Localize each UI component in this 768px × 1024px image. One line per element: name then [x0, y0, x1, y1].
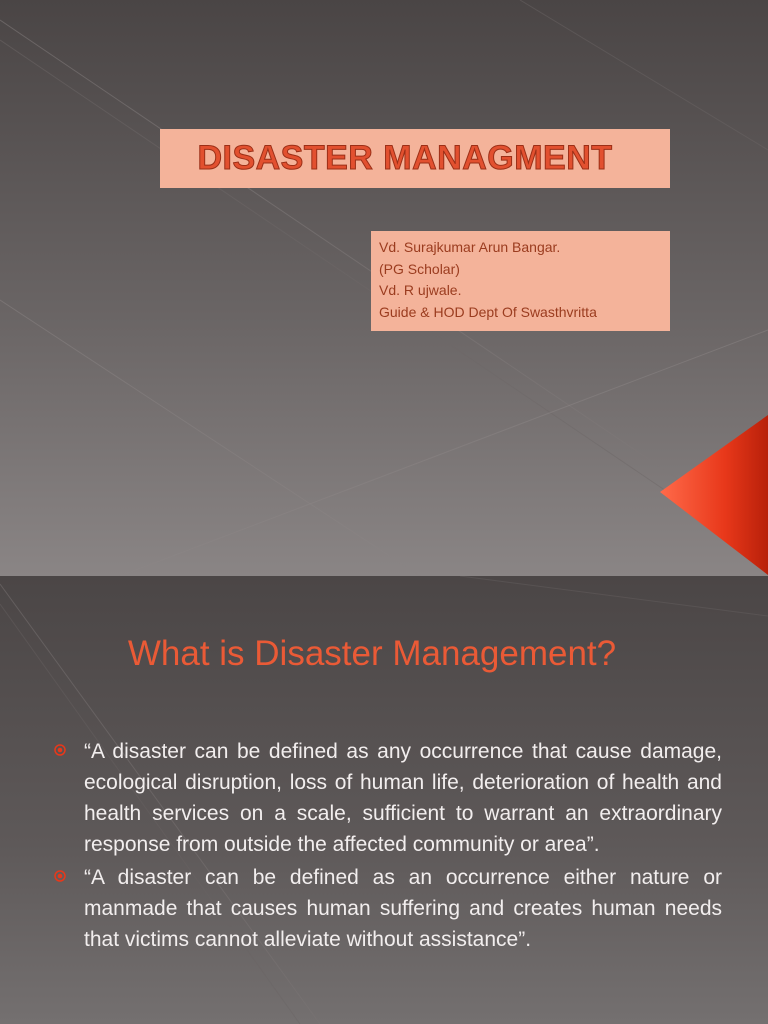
content-slide — [0, 576, 768, 1024]
author-box — [371, 231, 670, 331]
author-name: Vd. Surajkumar Arun Bangar. — [379, 239, 561, 255]
author-role: (PG Scholar) — [379, 260, 460, 277]
bullet-item — [54, 862, 722, 955]
title-box — [160, 129, 670, 188]
bullet-text: “A disaster can be defined as any occurrence that cause damage, ecological disruption, loss of human life, deterioration of health and health services on a scale, sufficient to warrant an extraordinary response from outside the affected community or area”. — [84, 740, 722, 856]
bullet-item — [54, 736, 722, 860]
slide-title: DISASTER MANAGMENT — [197, 139, 613, 177]
bullet-text: “A disaster can be defined as an occurrence either nature or manmade that causes human suffering and creates human needs that victims cannot alleviate without assistance”. — [84, 866, 722, 951]
target-bullet-icon — [54, 744, 66, 756]
guide-role: Guide & HOD Dept Of Swasthvritta — [379, 303, 597, 320]
guide-name: Vd. R ujwale. — [379, 282, 462, 298]
bullet-list — [54, 736, 722, 957]
slide-heading: What is Disaster Management? — [127, 634, 617, 673]
target-bullet-icon — [54, 870, 66, 882]
